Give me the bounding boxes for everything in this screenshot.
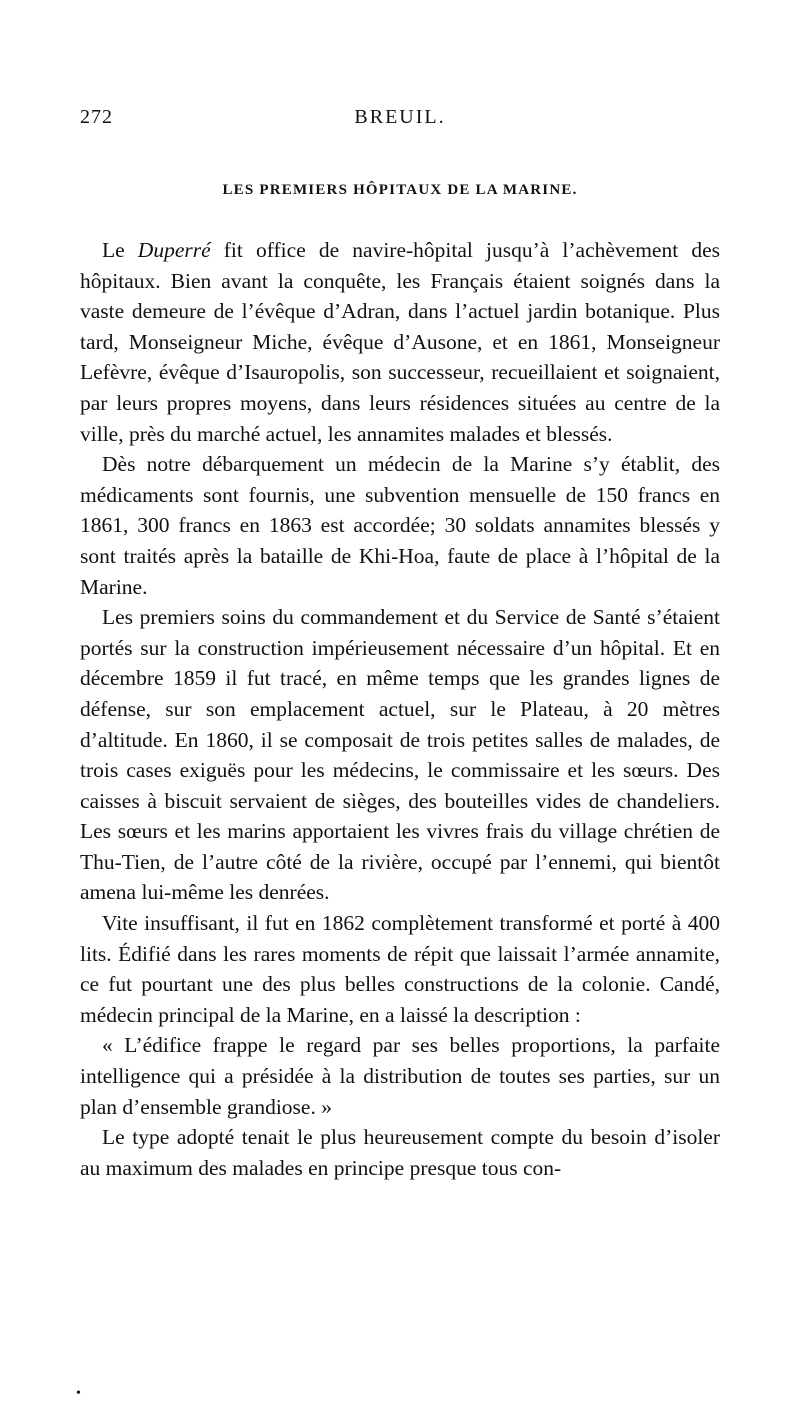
paragraph-1-prefix: Le xyxy=(102,238,138,262)
running-header xyxy=(80,106,720,140)
paragraph-4: Vite insuffisant, il fut en 1862 complètement transformé et porté à 400 lits. Édifié dans les rares moments de répit que laissait l’armée annamite, ce fut pourtant une des plus belles constructions de la colonie. Candé, médecin principal de la Marine, en a laissé la description : xyxy=(80,911,720,1027)
page-number: 272 xyxy=(80,106,113,128)
ship-name: Duperré xyxy=(137,238,211,262)
paragraph-1-text: fit office de navire-hôpital jusqu’à l’achèvement des hôpitaux. Bien avant la conquête, les Français étaient soignés dans la vaste demeure de l’évêque d’Adran, dans l’actuel jardin botanique. Plus tard, Monseigneur Miche, évêque d’Ausone, et en 1861, Monseigneur Lefèvre, évêque d’Isauropolis, son successeur, recueillaient et soignaient, par leurs propres moyens, dans leurs résidences situées au centre de la ville, près du marché actuel, les annamites malades et blessés. xyxy=(80,238,720,446)
paragraph-1 xyxy=(80,235,720,449)
running-title: BREUIL. xyxy=(354,106,446,128)
paragraph-6: Le type adopté tenait le plus heureusement compte du besoin d’isoler au maximum des malades en principe presque tous con- xyxy=(80,1125,720,1180)
paragraph-2: Dès notre débarquement un médecin de la Marine s’y établit, des médicaments sont fournis, une subvention mensuelle de 150 francs en 1861, 300 francs en 1863 est accordée; 30 soldats annamites blessés y sont traités après la bataille de Khi-Hoa, faute de place à l’hôpital de la Marine. xyxy=(80,452,720,599)
stray-ink-mark: • xyxy=(76,1386,81,1401)
book-page xyxy=(80,106,720,1183)
paragraph-3: Les premiers soins du commandement et du Service de Santé s’étaient portés sur la construction impérieusement nécessaire d’un hôpital. Et en décembre 1859 il fut tracé, en même temps que les grandes lignes de défense, sur son emplacement actuel, sur le Plateau, à 20 mètres d’altitude. En 1860, il se composait de trois petites salles de malades, de trois cases exiguës pour les médecins, le commissaire et les sœurs. Des caisses à biscuit servaient de sièges, des bouteilles vides de chandeliers. Les sœurs et les marins apportaient les vivres frais du village chrétien de Thu-Tien, de l’autre côté de la rivière, occupé par l’ennemi, qui bientôt amena lui-même les denrées. xyxy=(80,605,720,905)
quotation-paragraph: « L’édifice frappe le regard par ses belles proportions, la parfaite intelligence qui a présidée à la distribution de toutes ses parties, sur un plan d’ensemble grandiose. » xyxy=(80,1033,720,1119)
body-text xyxy=(80,235,720,1183)
section-heading: LES PREMIERS HÔPITAUX DE LA MARINE. xyxy=(222,182,578,198)
